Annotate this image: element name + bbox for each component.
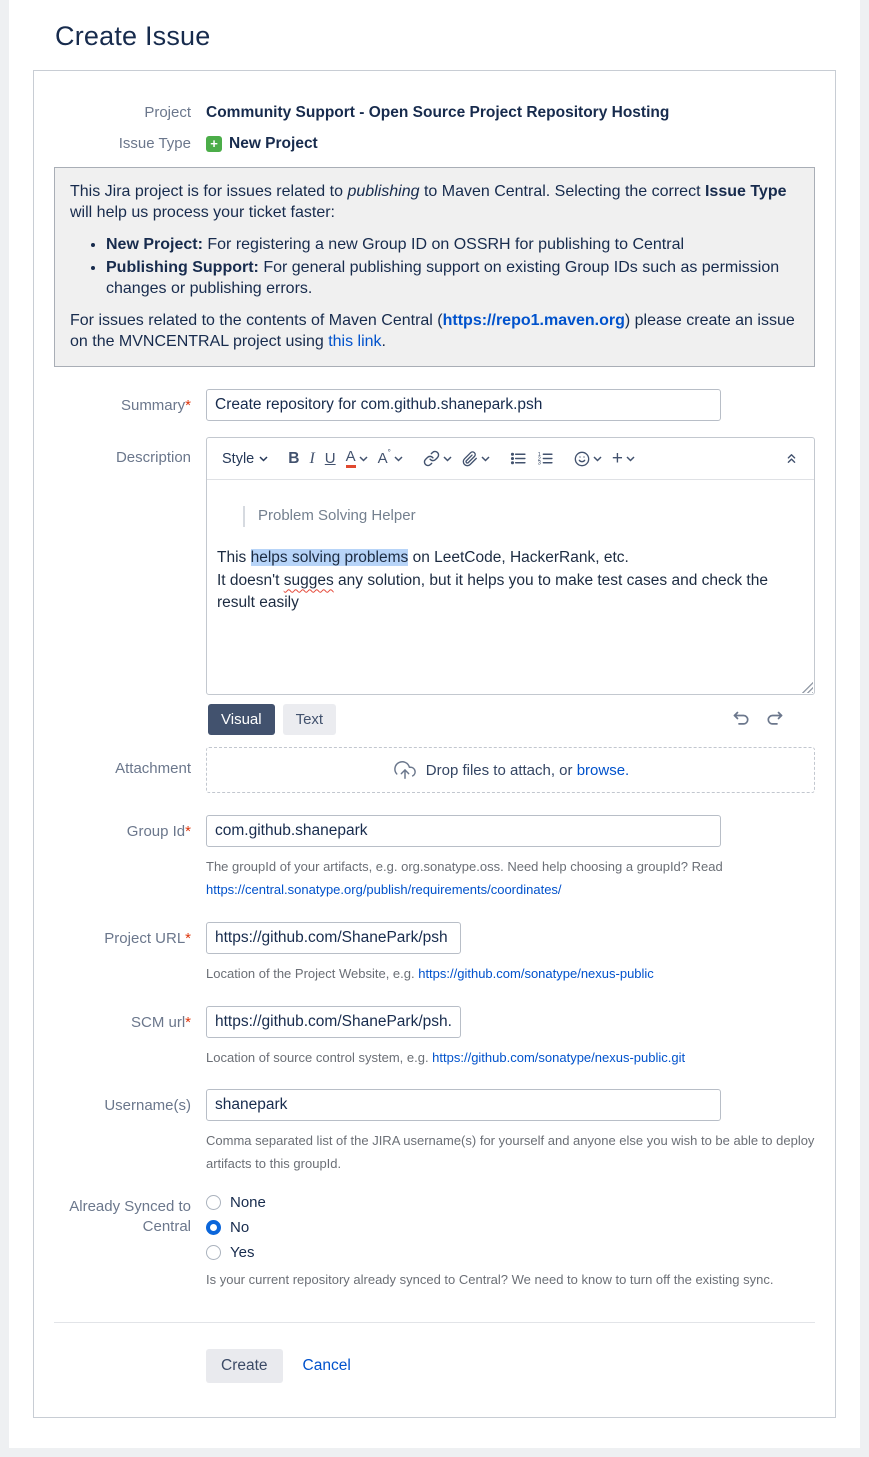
collapse-toolbar-button[interactable]: [779, 447, 804, 470]
paperclip-icon: [462, 451, 478, 467]
browse-link[interactable]: browse.: [576, 761, 630, 779]
description-line-2: It doesn't sugges any solution, but it helps you to make test cases and check the result easily: [217, 572, 768, 611]
new-project-icon: +: [206, 136, 222, 152]
required-asterisk: *: [185, 929, 191, 947]
selected-text: helps solving problems: [250, 548, 409, 566]
synced-radio-group: [206, 1194, 815, 1292]
numbered-list-button[interactable]: [532, 446, 559, 471]
mvncentral-this-link[interactable]: this link: [328, 333, 382, 351]
synced-label: Already Synced to Central: [69, 1197, 191, 1236]
description-editor: [206, 437, 815, 737]
summary-label: Summary*: [120, 397, 191, 415]
attachment-dropzone[interactable]: [206, 747, 815, 793]
create-issue-form: [33, 70, 836, 1418]
misspelled-word: sugges: [283, 572, 334, 590]
radio-none-label: None: [230, 1193, 266, 1211]
project-label: Project: [144, 104, 191, 121]
page-sheet: [9, 0, 860, 1448]
undo-button[interactable]: [731, 709, 753, 731]
scm-url-row: [54, 1006, 815, 1070]
project-row: [54, 103, 815, 123]
radio-yes-label: Yes: [230, 1243, 255, 1261]
quote-block: Problem Solving Helper: [243, 506, 804, 527]
svg-text:2: 2: [537, 456, 541, 463]
bold-button[interactable]: B: [283, 446, 304, 472]
bullet-list-button[interactable]: [505, 446, 532, 471]
scm-url-input[interactable]: [206, 1006, 461, 1038]
page-title: Create Issue: [55, 21, 211, 51]
chevron-down-icon: [259, 456, 268, 462]
chevron-down-icon: [593, 456, 602, 462]
editor-resize-handle[interactable]: [801, 681, 813, 693]
info-text: For general publishing support on existing Group IDs such as permission changes or publishing errors.: [106, 258, 780, 297]
form-actions: [206, 1349, 815, 1389]
bullet-list-icon: [510, 450, 527, 467]
chevron-down-icon: [359, 456, 368, 462]
nexus-public-link[interactable]: https://github.com/sonatype/nexus-public: [418, 965, 654, 981]
required-asterisk: *: [185, 823, 191, 841]
issue-type-name: New Project: [229, 135, 318, 153]
usernames-row: [54, 1089, 815, 1176]
info-text-bold: Publishing Support:: [106, 258, 259, 276]
scm-url-help: Location of source control system, e.g. https://github.com/sonatype/nexus-public.git: [206, 1049, 686, 1065]
info-bullet-publishing-support: [106, 257, 799, 299]
synced-help: Is your current repository already synced to Central? We need to know to turn off the existing sync.: [206, 1271, 774, 1287]
required-asterisk: *: [185, 1013, 191, 1031]
style-dropdown[interactable]: Style: [217, 447, 273, 471]
info-text: For issues related to the contents of Maven Central (: [70, 312, 443, 330]
project-value: Community Support - Open Source Project Repository Hosting: [206, 104, 670, 121]
summary-input[interactable]: [206, 389, 721, 421]
italic-button[interactable]: I: [304, 446, 319, 472]
radio-no-circle[interactable]: [206, 1220, 221, 1235]
info-bullet-new-project: [106, 234, 799, 255]
issue-type-value: [206, 134, 815, 154]
chevron-down-icon: [394, 456, 403, 462]
redo-icon: [765, 711, 783, 726]
link-icon: [423, 450, 440, 467]
info-text-italic: publishing: [347, 182, 420, 200]
radio-no-label: No: [230, 1218, 250, 1236]
info-bullet-list: [70, 234, 799, 299]
attachment-row: [54, 747, 815, 793]
usernames-help: Comma separated list of the JIRA username(s) for yourself and anyone else you wish to be able to deploy artifacts to this groupId.: [206, 1133, 815, 1172]
issue-type-label: Issue Type: [118, 135, 191, 153]
project-url-input[interactable]: [206, 922, 461, 954]
attach-file-button[interactable]: [457, 447, 495, 471]
chevrons-up-icon: [784, 451, 799, 466]
svg-text:3: 3: [537, 460, 541, 467]
required-asterisk: *: [185, 397, 191, 415]
text-color-button[interactable]: A: [341, 445, 373, 472]
info-panel: [54, 167, 815, 368]
project-url-label: Project URL*: [104, 929, 191, 947]
usernames-label: Username(s): [104, 1097, 191, 1115]
insert-more-button[interactable]: +: [607, 445, 640, 472]
tab-text[interactable]: Text: [283, 704, 337, 735]
issue-type-row: [54, 134, 815, 154]
footer-divider: [54, 1322, 815, 1323]
group-id-input[interactable]: [206, 815, 721, 847]
info-text: For registering a new Group ID on OSSRH for publishing to Central: [202, 235, 685, 253]
description-row: [54, 437, 815, 737]
description-line-1: This helps solving problems on LeetCode, HackerRank, etc.: [217, 548, 629, 566]
synced-row: [54, 1194, 815, 1292]
info-text-bold: Issue Type: [704, 182, 787, 200]
history-buttons: [731, 709, 813, 731]
nexus-public-git-link[interactable]: https://github.com/sonatype/nexus-public.git: [432, 1049, 686, 1065]
info-text-bold: New Project:: [106, 235, 203, 253]
editor-footer: [206, 695, 815, 737]
project-url-help: Location of the Project Website, e.g. https://github.com/sonatype/nexus-public: [206, 965, 654, 981]
description-editor-box: [206, 437, 815, 695]
group-id-row: [54, 815, 815, 902]
emoji-smile-icon: [574, 451, 590, 467]
insert-link-button[interactable]: [418, 446, 457, 471]
svg-text:1: 1: [537, 452, 541, 459]
usernames-input[interactable]: [206, 1089, 721, 1121]
coordinates-help-link[interactable]: https://central.sonatype.org/publish/requirements/coordinates/: [206, 882, 562, 898]
info-text: to Maven Central. Selecting the correct: [419, 182, 705, 200]
radio-yes-circle[interactable]: [206, 1245, 221, 1260]
summary-row: [54, 389, 815, 421]
redo-button[interactable]: [763, 709, 785, 731]
more-formatting-button[interactable]: A°: [373, 447, 408, 471]
create-button[interactable]: Create: [206, 1349, 283, 1383]
group-id-help: The groupId of your artifacts, e.g. org.sonatype.oss. Need help choosing a groupId? Read https://central.sonatype.org/publish/requirements/coordinates/: [206, 859, 723, 898]
repo1-maven-link[interactable]: https://repo1.maven.org: [442, 312, 625, 330]
info-text: This Jira project is for issues related to: [70, 182, 348, 200]
attachment-label: Attachment: [115, 760, 191, 778]
chevron-down-icon: [481, 456, 490, 462]
info-text: will help us process your ticket faster:: [70, 203, 335, 221]
emoji-button[interactable]: [569, 447, 607, 471]
numbered-list-icon: [537, 450, 554, 467]
scm-url-label: SCM url*: [130, 1013, 191, 1031]
underline-button[interactable]: U: [320, 446, 341, 471]
upload-cloud-icon: [392, 759, 418, 781]
group-id-label: Group Id*: [126, 823, 191, 841]
editor-toolbar: [207, 438, 814, 480]
info-text: ) please create an issue on the MVNCENTRAL project using: [70, 312, 795, 351]
description-editor-area[interactable]: [207, 480, 814, 694]
radio-none-circle[interactable]: [206, 1195, 221, 1210]
undo-icon: [733, 711, 751, 726]
radio-option-no[interactable]: [206, 1219, 815, 1236]
chevron-down-icon: [626, 456, 635, 462]
project-url-row: [54, 922, 815, 986]
chevron-down-icon: [443, 456, 452, 462]
info-paragraph-2: [70, 310, 799, 352]
info-paragraph-1: [70, 181, 799, 223]
cancel-link[interactable]: Cancel: [302, 1356, 351, 1374]
description-label: Description: [115, 449, 191, 467]
radio-option-none[interactable]: [206, 1194, 815, 1211]
radio-option-yes[interactable]: [206, 1244, 815, 1261]
tab-visual[interactable]: Visual: [208, 704, 275, 735]
drop-files-text: Drop files to attach, or browse.: [425, 761, 630, 779]
info-text: .: [381, 333, 386, 351]
